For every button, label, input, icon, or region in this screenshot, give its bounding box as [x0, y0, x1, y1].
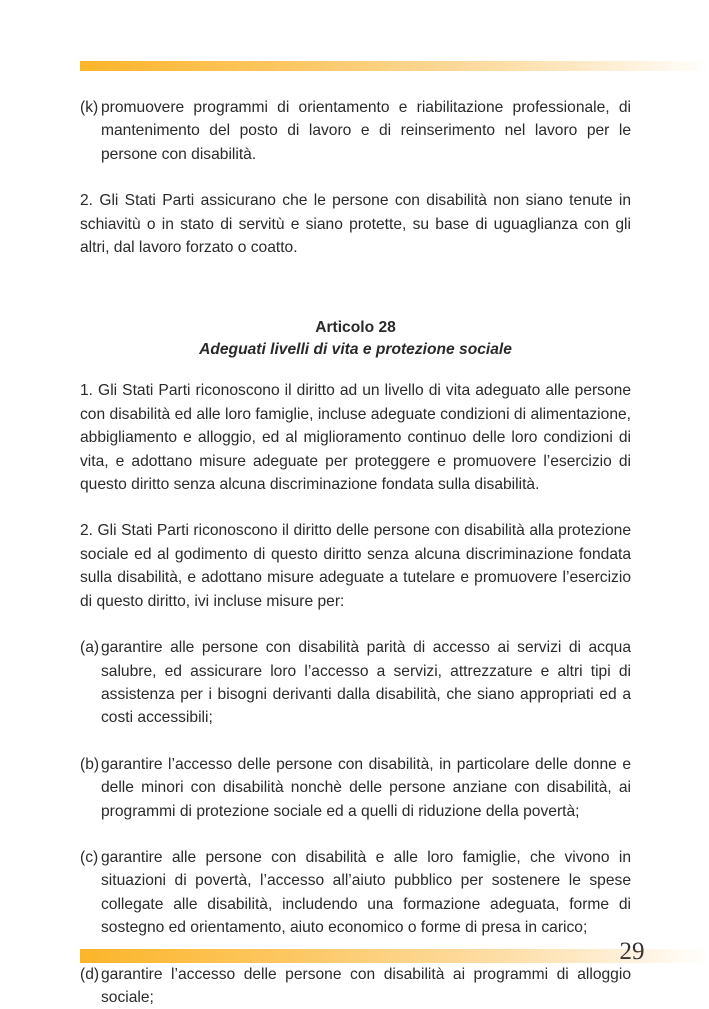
- list-item-label: (d): [80, 965, 100, 983]
- list-item-d: [80, 963, 631, 1009]
- list-item-text: garantire alle persone con disabilità parità di accesso ai servizi di acqua salubre, ed assicurare loro l’accesso a servizi, attrezzature e altri tipi di assistenza per i bisogni derivanti dalla disabilità, che siano appropriati ed a costi accessibili;: [101, 639, 631, 727]
- page-number: 29: [619, 938, 645, 965]
- article-subtitle: Adeguati livelli di vita e protezione sociale: [199, 341, 512, 359]
- list-item-label: (b): [80, 755, 100, 773]
- page-content: [80, 96, 631, 1009]
- list-item-a: [80, 636, 631, 730]
- list-item-label: (k): [80, 99, 99, 116]
- list-item-c: [80, 846, 631, 940]
- paragraph-art28-1: 1. Gli Stati Parti riconoscono il diritto ad un livello di vita adeguato alle persone con disabilità ed alle loro famiglie, incluse adeguate condizioni di alimentazione, abbigliamento e alloggio, ed al miglioramento continuo delle loro condizioni di vita, e adottano misure adeguate per proteggere e promuovere l’esercizio di questo diritto senza alcuna discriminazione fondata sulla disabilità.: [80, 382, 631, 494]
- list-item-k: [80, 96, 631, 166]
- list-item-b: [80, 753, 631, 823]
- paragraph-art27-2: 2. Gli Stati Parti assicurano che le persone con disabilità non siano tenute in schiavitù o in stato di servitù e siano protette, su base di uguaglianza con gli altri, dal lavoro forzato o coatto.: [80, 192, 631, 257]
- article-title: Articolo 28: [315, 319, 396, 337]
- list-item-text: garantire l’accesso delle persone con disabilità, in particolare delle donne e delle minori con disabilità nonchè delle persone anziane con disabilità, ai programmi di protezione sociale ed a quelli di riduzione della povertà;: [101, 755, 631, 820]
- list-item-text: promuovere programmi di orientamento e riabilitazione professionale, di mantenimento del posto di lavoro e di reinserimento nel lavoro per le persone con disabilità.: [101, 99, 631, 163]
- list-item-label: (a): [80, 639, 100, 657]
- list-item-text: garantire alle persone con disabilità e alle loro famiglie, che vivono in situazioni di povertà, l’accesso all’aiuto pubblico per sostenere le spese collegate alle disabilità, includendo una formazione adeguata, forme di sostegno ed orientamento, aiuto economico o forme di presa in carico;: [101, 848, 631, 937]
- list-item-label: (c): [80, 848, 99, 866]
- paragraph-art28-2: 2. Gli Stati Parti riconoscono il diritto delle persone con disabilità alla protezione sociale ed al godimento di questo diritto senza alcuna discriminazione fondata sulla disabilità, e adottano misure adeguate a tutelare e promuovere l’esercizio di questo diritto, ivi incluse misure per:: [80, 522, 631, 610]
- header-decorative-bar: [80, 61, 709, 71]
- list-item-text: garantire l’accesso delle persone con disabilità ai programmi di alloggio sociale;: [101, 965, 631, 1006]
